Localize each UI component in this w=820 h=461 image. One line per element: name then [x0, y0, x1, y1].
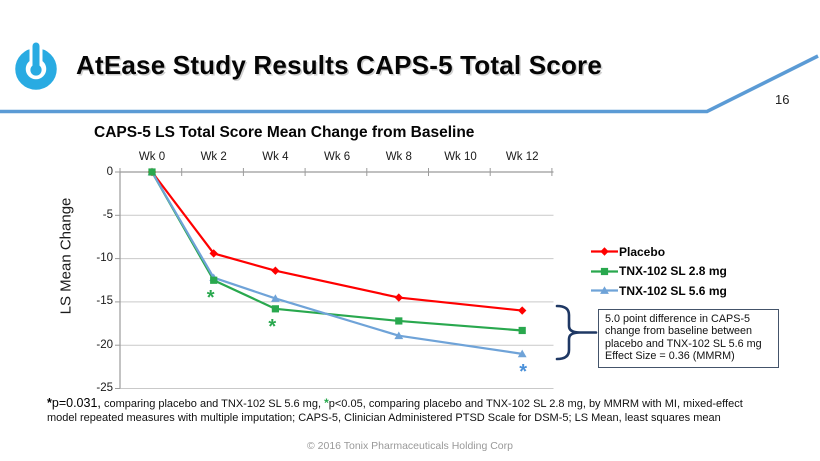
- footnote-line-1: [47, 397, 807, 412]
- significance-asterisk: *: [268, 315, 277, 338]
- legend-item: [591, 281, 727, 301]
- y-tick-label: -25: [96, 382, 113, 394]
- significance-asterisk: *: [519, 360, 527, 383]
- annotation-callout: [598, 309, 779, 368]
- page-number: 16: [775, 92, 790, 107]
- footnote-asterisk-black: *: [47, 396, 52, 410]
- significance-asterisk: *: [206, 287, 215, 310]
- legend-label: TNX-102 SL 2.8 mg: [619, 264, 727, 279]
- legend-label: TNX-102 SL 5.6 mg: [619, 283, 727, 298]
- y-tick-label: -5: [102, 208, 113, 221]
- y-tick-label: -20: [96, 338, 113, 351]
- footnote-pvalue-1: p=0.031,: [51, 396, 101, 410]
- chart-legend: [591, 242, 727, 301]
- y-tick-label: -15: [96, 295, 113, 308]
- legend-item: [591, 242, 727, 262]
- x-tick-label: Wk 8: [385, 151, 412, 163]
- x-tick-label: Wk 4: [262, 151, 289, 163]
- header-accent-line: [0, 0, 820, 120]
- legend-item: [591, 262, 727, 282]
- x-tick-label: Wk 0: [138, 151, 166, 163]
- footnote-asterisk-green: *: [324, 396, 329, 410]
- footnote-line-2: model repeated measures with multiple imputation; CAPS-5, Clinician Administered PTSD Scale for DSM-5; LS Mean, least squares mean: [47, 411, 721, 424]
- y-tick-label: -10: [96, 252, 113, 265]
- y-tick-label: 0: [106, 165, 113, 178]
- legend-marker-icon: [591, 246, 618, 257]
- annotation-line: change from baseline between: [605, 325, 753, 338]
- x-tick-label: Wk 6: [323, 151, 351, 163]
- annotation-line: placebo and TNX-102 SL 5.6 mg: [605, 337, 762, 350]
- legend-label: Placebo: [619, 244, 666, 259]
- legend-marker-icon: [591, 285, 618, 296]
- footnote-segment-1: comparing placebo and TNX-102 SL 5.6 mg,: [100, 398, 325, 410]
- x-tick-label: Wk 10: [444, 151, 477, 163]
- footnote: [47, 397, 807, 425]
- chart-title: CAPS-5 LS Total Score Mean Change from Baseline: [94, 124, 475, 141]
- y-axis-title: LS Mean Change: [57, 197, 75, 315]
- legend-marker-icon: [591, 266, 618, 277]
- annotation-line: Effect Size = 0.36 (MMRM): [605, 350, 735, 363]
- copyright-text: © 2016 Tonix Pharmaceuticals Holding Corp: [307, 440, 513, 452]
- page-title: AtEase Study Results CAPS-5 Total Score: [76, 50, 603, 80]
- annotation-line: 5.0 point difference in CAPS-5: [605, 313, 751, 325]
- footnote-segment-2: p<0.05, comparing placebo and TNX-102 SL 2.8 mg, by MMRM with MI, mixed-effect: [328, 398, 743, 410]
- x-tick-label: Wk 2: [200, 151, 227, 163]
- x-tick-label: Wk 12: [505, 151, 539, 163]
